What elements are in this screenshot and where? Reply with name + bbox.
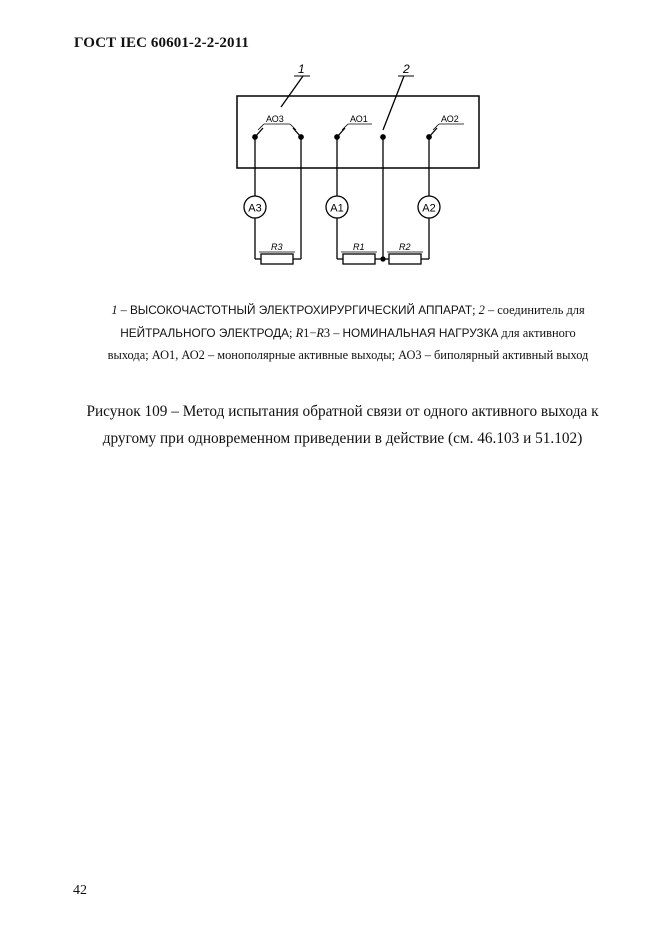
resistor-r2 bbox=[389, 254, 421, 264]
figure-caption bbox=[80, 399, 605, 452]
ao1-switch bbox=[337, 128, 345, 137]
ammeter-a3-label: A3 bbox=[248, 202, 262, 215]
junction-dot bbox=[381, 257, 385, 261]
legend-text: – bbox=[117, 303, 130, 317]
legend-text: ; bbox=[289, 325, 296, 340]
document-header: ГОСТ IEC 60601-2-2-2011 bbox=[74, 35, 249, 51]
legend-line-1 bbox=[78, 299, 618, 322]
legend-text: 3 – bbox=[323, 325, 343, 340]
caption-line-1: Рисунок 109 – Метод испытания обратной связи от одного активного выхода к bbox=[86, 403, 599, 420]
ao1-leader bbox=[342, 124, 348, 130]
circuit-diagram bbox=[0, 0, 661, 300]
ammeter-a2-label: A2 bbox=[422, 202, 436, 215]
ao3-switch-right bbox=[293, 128, 301, 137]
legend-line-2 bbox=[78, 322, 618, 345]
ammeter-a1-label: A1 bbox=[330, 202, 344, 215]
legend-text: ; bbox=[472, 303, 479, 317]
ao2-switch bbox=[429, 128, 437, 137]
ao2-label: АО2 bbox=[441, 114, 459, 124]
ao3-leader bbox=[258, 124, 264, 130]
caption-line-2: другому при одновременном приведении в действие (см. 46.103 и 51.102) bbox=[102, 429, 583, 447]
resistor-r2-label: R2 bbox=[399, 242, 411, 252]
legend-text: 1− bbox=[303, 325, 317, 340]
callout-1-leader bbox=[281, 76, 303, 107]
resistor-r3 bbox=[261, 254, 293, 264]
apparatus-box bbox=[237, 96, 479, 168]
figure-legend bbox=[78, 299, 618, 367]
resistor-r3-label: R3 bbox=[271, 242, 283, 252]
callout-2-label: 2 bbox=[403, 62, 410, 76]
ao1-label: АО1 bbox=[350, 114, 368, 124]
legend-text: для активного bbox=[498, 325, 576, 340]
resistor-r1-label: R1 bbox=[353, 242, 365, 252]
ao3-label: АО3 bbox=[266, 114, 284, 124]
legend-caps-text: НОМИНАЛЬНАЯ НАГРУЗКА bbox=[342, 325, 499, 340]
callout-1-label: 1 bbox=[298, 62, 305, 76]
legend-num-2: 2 bbox=[478, 303, 485, 317]
legend-r-symbol: R bbox=[295, 325, 304, 340]
legend-num-1: 1 bbox=[111, 303, 118, 317]
legend-line-3: выхода; АО1, АО2 – монополярные активные выходы; АО3 – биполярный активный выход bbox=[107, 348, 589, 362]
legend-caps-text: НЕЙТРАЛЬНОГО ЭЛЕКТРОДА bbox=[120, 325, 290, 340]
legend-text: – соединитель для bbox=[484, 303, 585, 317]
ao3-leader-right bbox=[290, 124, 296, 130]
legend-r-symbol: R bbox=[316, 325, 324, 340]
legend-caps-text: ВЫСОКОЧАСТОТНЫЙ ЭЛЕКТРОХИРУРГИЧЕСКИЙ АППАРАТ bbox=[129, 303, 473, 317]
callout-2-leader bbox=[383, 76, 404, 130]
resistor-r1 bbox=[343, 254, 375, 264]
page-number: 42 bbox=[73, 883, 87, 898]
